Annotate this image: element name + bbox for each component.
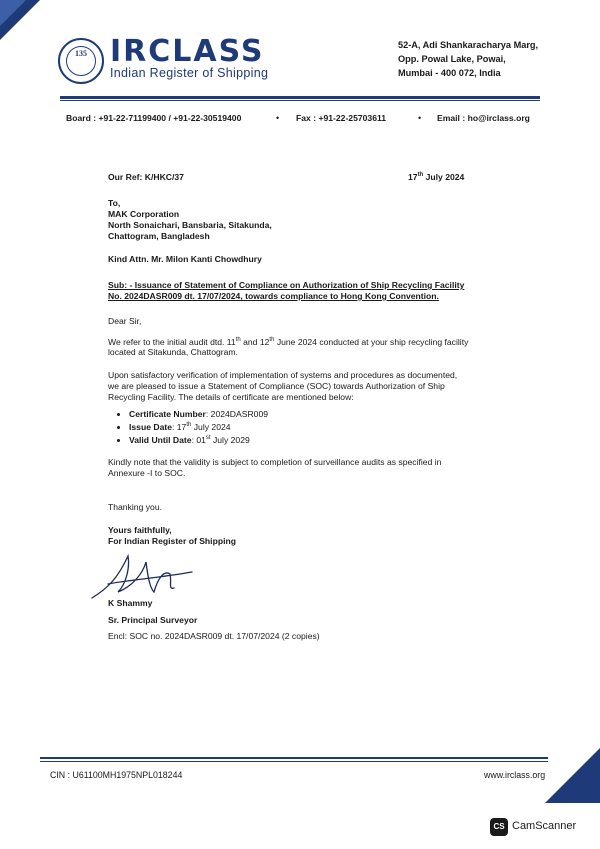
to-label: To, — [108, 198, 121, 208]
irclass-seal-logo — [58, 38, 104, 84]
paragraph-audit-reference — [108, 335, 468, 348]
para1-text: We refer to the initial audit dtd. 11 — [108, 336, 236, 347]
footer-rule — [40, 757, 548, 759]
footer-rule-thin — [40, 761, 548, 762]
enclosure-line — [108, 631, 320, 642]
address-line: 52-A, Adi Shankaracharya Marg, — [398, 40, 539, 50]
email-address: Email : ho@irclass.org — [437, 113, 530, 123]
para1-suffix: th — [269, 337, 275, 343]
handwritten-signature — [88, 548, 198, 604]
valid-until-value: : 01 — [191, 434, 206, 445]
camscanner-logo-icon: CS — [490, 818, 508, 836]
subject-line: Sub: - Issuance of Statement of Compliance on Authorization of Ship Recycling Facility — [108, 280, 465, 290]
issue-date-suffix: th — [186, 422, 192, 428]
paragraph-validity-line: Kindly note that the validity is subject to completion of surveillance audits as specified in — [108, 457, 442, 467]
cin-number: CIN : U61100MH1975NPL018244 — [50, 770, 183, 780]
our-reference: Our Ref: K/HKC/37 — [108, 172, 184, 182]
brand-logo-text: IRCLASS — [110, 34, 265, 69]
fax-number: Fax : +91-22-25703611 — [296, 113, 387, 123]
paragraph-audit-reference-line2: located at Sitakunda, Chattogram. — [108, 347, 238, 357]
list-item — [129, 409, 268, 420]
corner-decoration-top-left-inner — [0, 0, 26, 26]
paragraph-validity-line: Annexure -I to SOC. — [108, 468, 186, 478]
recipient-address-line: Chattogram, Bangladesh — [108, 231, 210, 241]
valid-until-label: Valid Until Date — [129, 434, 192, 445]
paragraph-soc-line: Upon satisfactory verification of implementation of systems and procedures as documented, — [108, 370, 458, 380]
recipient-address-line: North Sonaichari, Bansbaria, Sitakunda, — [108, 220, 272, 230]
certificate-number-label: Certificate Number — [129, 409, 206, 419]
address-line: Mumbai - 400 072, India — [398, 68, 501, 78]
thanking-line: Thanking you. — [108, 502, 162, 512]
para1-text: and 12 — [240, 336, 270, 347]
separator-dot: • — [418, 113, 422, 123]
list-item — [129, 433, 268, 446]
header-rule-thin — [60, 100, 540, 101]
issue-date-label: Issue Date — [129, 421, 172, 432]
para1-text: June 2024 conducted at your ship recycling facility — [274, 336, 469, 347]
certificate-details-list — [116, 409, 268, 446]
for-organisation: For Indian Register of Shipping — [108, 536, 236, 546]
seal-number: 135 — [75, 49, 87, 58]
list-item — [129, 420, 268, 433]
closing-line: Yours faithfully, — [108, 525, 172, 535]
address-line: Opp. Powal Lake, Powai, — [398, 54, 506, 64]
paragraph-soc-line: Recycling Facility. The details of certificate are mentioned below: — [108, 392, 354, 402]
attention-line: Kind Attn. Mr. Milon Kanti Chowdhury — [108, 254, 262, 264]
date-month-year: July 2024 — [423, 171, 465, 182]
valid-until-suffix: st — [205, 434, 211, 441]
header-rule — [60, 96, 540, 99]
brand-subtitle: Indian Register of Shipping — [110, 66, 269, 80]
board-phone: Board : +91-22-71199400 / +91-22-30519400 — [66, 113, 242, 123]
date-suffix: th — [417, 172, 424, 178]
company-address — [398, 38, 538, 80]
recipient-name: MAK Corporation — [108, 209, 180, 219]
issue-date-value-rest: July 2024 — [191, 421, 231, 432]
website-link[interactable]: www.irclass.org — [484, 770, 546, 780]
signatory-designation: Sr. Principal Surveyor — [108, 615, 198, 625]
subject-line: No. 2024DASR009 dt. 17/07/2024, towards compliance to Hong Kong Convention. — [108, 291, 439, 301]
corner-decoration-bottom-right — [545, 748, 600, 803]
paragraph-soc-line: we are pleased to issue a Statement of Compliance (SOC) towards Authorization of Ship — [108, 381, 445, 391]
enclosure-text: Encl: SOC no. 2024DASR009 dt. 17/07/2024 (2 copies) — [108, 631, 320, 641]
camscanner-watermark: CamScanner — [512, 820, 577, 832]
certificate-number-value: : 2024DASR009 — [205, 409, 268, 419]
signatory-name: K Shammy — [108, 598, 153, 608]
separator-dot: • — [276, 113, 280, 123]
para1-suffix: th — [235, 337, 241, 343]
date-day: 17 — [408, 171, 418, 182]
letter-date — [408, 170, 464, 183]
issue-date-value: : 17 — [172, 421, 187, 432]
salutation: Dear Sir, — [108, 316, 142, 326]
valid-until-value-rest: July 2029 — [210, 434, 250, 445]
